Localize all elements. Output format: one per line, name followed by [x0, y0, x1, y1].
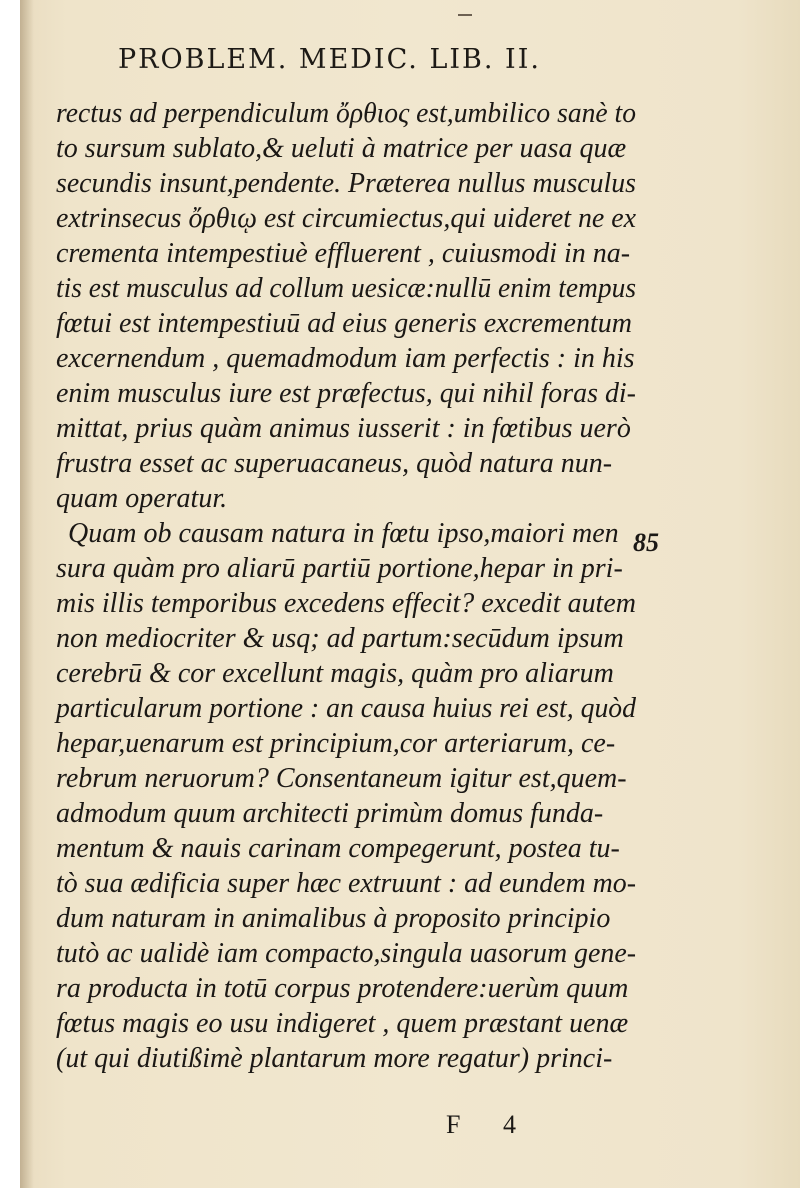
- text-line: non mediocriter & usq; ad partum:secūdum ipsum: [56, 623, 624, 654]
- text-line: fœtui est intempestiuū ad eius generis excrementum: [56, 308, 632, 339]
- text-line: tutò ac ualidè iam compacto,singula uasorum gene-: [56, 938, 636, 969]
- paragraph-start-line: Quam ob causam natura in fœtu ipso,maiori men: [68, 518, 619, 549]
- text-line: frustra esset ac superuacaneus, quòd natura nun-: [56, 448, 613, 479]
- text-line: mis illis temporibus excedens effecit? excedit autem: [56, 588, 636, 619]
- margin-number: 85: [633, 528, 659, 557]
- text-line: admodum quum architecti primùm domus funda-: [56, 798, 604, 829]
- text-line: to sursum sublato,& ueluti à matrice per uasa quæ: [56, 133, 627, 164]
- text-line: rectus ad perpendiculum ὄρθιος est,umbilico sanè to: [56, 98, 636, 129]
- text-line: extrinsecus ὄρθιῳ est circumiectus,qui uideret ne ex: [56, 203, 637, 234]
- text-line: sura quàm pro aliarū partiū portione,hepar in pri-: [56, 553, 623, 584]
- text-line: secundis insunt,pendente. Præterea nullus musculus: [56, 168, 637, 199]
- text-line: enim musculus iure est præfectus, qui nihil foras di-: [56, 378, 636, 409]
- text-line: particularum portione : an causa huius rei est, quòd: [56, 693, 637, 724]
- ink-dash-mark: [458, 14, 472, 16]
- text-line: fœtus magis eo usu indigeret , quem præstant uenæ: [56, 1008, 629, 1039]
- text-line: tò sua ædificia super hæc extruunt : ad eundem mo-: [56, 868, 636, 899]
- text-line: cerebrū & cor excellunt magis, quàm pro aliarum: [56, 658, 614, 689]
- text-line: dum naturam in animalibus à proposito principio: [56, 903, 611, 934]
- text-line: crementa intempestiuè effluerent , cuiusmodi in na-: [56, 238, 631, 269]
- text-line: tis est musculus ad collum uesicæ:nullū enim tempus: [56, 273, 636, 304]
- text-line: ra producta in totū corpus protendere:uerùm quum: [56, 973, 629, 1004]
- spine-shadow: [20, 0, 34, 1188]
- text-line: (ut qui diutißimè plantarum more regatur) princi-: [56, 1043, 613, 1074]
- body-text: [56, 96, 636, 1076]
- text-line: quam operatur.: [56, 483, 228, 514]
- running-head: PROBLEM. MEDIC. LIB. II.: [118, 44, 541, 75]
- text-line: rebrum neruorum? Consentaneum igitur est,quem-: [56, 763, 627, 794]
- signature-mark: F 4: [446, 1110, 534, 1139]
- text-line: hepar,uenarum est principium,cor arteriarum, ce-: [56, 728, 616, 759]
- text-line: excernendum , quemadmodum iam perfectis : in his: [56, 343, 635, 374]
- text-line: mittat, prius quàm animus iusserit : in fœtibus uerò: [56, 413, 631, 444]
- text-line: mentum & nauis carinam compegerunt, postea tu-: [56, 833, 620, 864]
